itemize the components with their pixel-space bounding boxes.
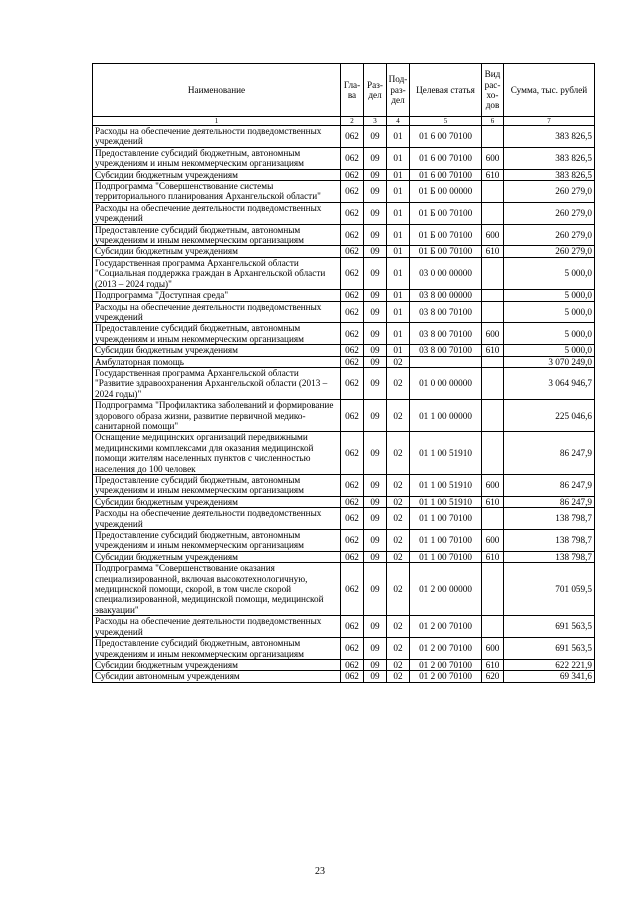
table-row — [93, 202, 595, 224]
row-podrazdel-cell: 02 — [387, 659, 410, 670]
row-target-cell: 03 8 00 70100 — [410, 301, 482, 323]
row-target-cell: 01 1 00 51910 — [410, 475, 482, 497]
row-vid-cell — [482, 202, 504, 224]
row-razdel-cell: 09 — [364, 246, 387, 257]
table-row — [93, 400, 595, 432]
row-name-cell: Государственная программа Архангельской области "Развитие здравоохранения Архангельской области (2013 – 2024 годы)" — [93, 367, 341, 399]
row-name-cell: Субсидии бюджетным учреждениям — [93, 345, 341, 356]
row-glava-cell: 062 — [341, 126, 364, 148]
row-sum-cell: 260 279,0 — [504, 202, 595, 224]
row-glava-cell: 062 — [341, 246, 364, 257]
row-podrazdel-cell: 02 — [387, 530, 410, 552]
row-target-cell: 01 0 00 00000 — [410, 367, 482, 399]
row-podrazdel-cell: 02 — [387, 356, 410, 367]
row-name-cell: Подпрограмма "Совершенствование оказания специализированной, включая высокотехнологичную, медицинской помощи, скорой, в том числе скорой специализированной, медицинской помощи, медицинской эвакуации" — [93, 563, 341, 616]
row-name-cell: Расходы на обеспечение деятельности подведомственных учреждений — [93, 616, 341, 638]
row-vid-cell: 610 — [482, 496, 504, 507]
row-target-cell: 01 6 00 70100 — [410, 169, 482, 180]
row-target-cell: 01 2 00 70100 — [410, 671, 482, 682]
table-row — [93, 616, 595, 638]
row-podrazdel-cell: 02 — [387, 400, 410, 432]
row-name-cell: Предоставление субсидий бюджетным, автономным учреждениям и иным некоммерческим организациям — [93, 323, 341, 345]
row-podrazdel-cell: 01 — [387, 290, 410, 301]
row-razdel-cell: 09 — [364, 356, 387, 367]
row-sum-cell: 383 826,5 — [504, 169, 595, 180]
row-podrazdel-cell: 02 — [387, 508, 410, 530]
row-glava-cell: 062 — [341, 671, 364, 682]
row-sum-cell: 138 798,7 — [504, 551, 595, 562]
row-sum-cell: 138 798,7 — [504, 508, 595, 530]
row-target-cell: 03 0 00 00000 — [410, 257, 482, 289]
row-vid-cell: 610 — [482, 659, 504, 670]
row-glava-cell: 062 — [341, 181, 364, 203]
row-name-cell: Расходы на обеспечение деятельности подведомственных учреждений — [93, 508, 341, 530]
column-number: 1 — [93, 117, 341, 126]
row-name-cell: Подпрограмма "Профилактика заболеваний и формирование здорового образа жизни, развитие первичной медико-санитарной помощи" — [93, 400, 341, 432]
row-podrazdel-cell: 01 — [387, 246, 410, 257]
table-row — [93, 181, 595, 203]
row-razdel-cell: 09 — [364, 508, 387, 530]
row-podrazdel-cell: 01 — [387, 301, 410, 323]
row-name-cell: Предоставление субсидий бюджетным, автономным учреждениям и иным некоммерческим организациям — [93, 224, 341, 246]
row-podrazdel-cell: 02 — [387, 563, 410, 616]
row-glava-cell: 062 — [341, 224, 364, 246]
row-name-cell: Оснащение медицинских организаций передвижными медицинскими комплексами для оказания медицинской помощи жителям населенных пунктов с численностью населения до 100 человек — [93, 432, 341, 475]
row-razdel-cell: 09 — [364, 323, 387, 345]
row-sum-cell: 383 826,5 — [504, 126, 595, 148]
table-row — [93, 323, 595, 345]
row-vid-cell — [482, 616, 504, 638]
row-razdel-cell: 09 — [364, 432, 387, 475]
row-razdel-cell: 09 — [364, 671, 387, 682]
row-target-cell: 01 2 00 70100 — [410, 638, 482, 660]
table-row — [93, 496, 595, 507]
table-row — [93, 475, 595, 497]
column-number: 6 — [482, 117, 504, 126]
table-row — [93, 147, 595, 169]
row-glava-cell: 062 — [341, 508, 364, 530]
column-number: 4 — [387, 117, 410, 126]
row-vid-cell — [482, 432, 504, 475]
row-podrazdel-cell: 01 — [387, 257, 410, 289]
row-vid-cell: 600 — [482, 638, 504, 660]
row-sum-cell: 86 247,9 — [504, 432, 595, 475]
row-target-cell: 01 Б 00 00000 — [410, 181, 482, 203]
row-glava-cell: 062 — [341, 147, 364, 169]
row-name-cell: Предоставление субсидий бюджетным, автономным учреждениям и иным некоммерческим организациям — [93, 475, 341, 497]
row-glava-cell: 062 — [341, 475, 364, 497]
row-vid-cell: 620 — [482, 671, 504, 682]
row-vid-cell — [482, 563, 504, 616]
row-vid-cell — [482, 508, 504, 530]
row-target-cell: 01 Б 00 70100 — [410, 224, 482, 246]
row-sum-cell: 69 341,6 — [504, 671, 595, 682]
table-row — [93, 530, 595, 552]
header-target: Целевая статья — [410, 64, 482, 117]
row-glava-cell: 062 — [341, 202, 364, 224]
row-name-cell: Субсидии бюджетным учреждениям — [93, 496, 341, 507]
row-razdel-cell: 09 — [364, 496, 387, 507]
table-row — [93, 224, 595, 246]
table-row — [93, 257, 595, 289]
row-sum-cell: 701 059,5 — [504, 563, 595, 616]
row-podrazdel-cell: 01 — [387, 345, 410, 356]
row-glava-cell: 062 — [341, 290, 364, 301]
row-target-cell: 01 1 00 00000 — [410, 400, 482, 432]
header-podrazdel: Под-раз-дел — [387, 64, 410, 117]
row-vid-cell — [482, 290, 504, 301]
row-sum-cell: 5 000,0 — [504, 345, 595, 356]
row-vid-cell — [482, 301, 504, 323]
row-target-cell: 01 1 00 70100 — [410, 551, 482, 562]
row-glava-cell: 062 — [341, 496, 364, 507]
row-vid-cell: 610 — [482, 551, 504, 562]
row-razdel-cell: 09 — [364, 638, 387, 660]
column-number: 2 — [341, 117, 364, 126]
row-razdel-cell: 09 — [364, 202, 387, 224]
table-row — [93, 551, 595, 562]
row-target-cell: 01 1 00 70100 — [410, 530, 482, 552]
row-sum-cell: 86 247,9 — [504, 475, 595, 497]
row-razdel-cell: 09 — [364, 147, 387, 169]
row-sum-cell: 138 798,7 — [504, 530, 595, 552]
table-row — [93, 246, 595, 257]
row-podrazdel-cell: 02 — [387, 551, 410, 562]
row-target-cell: 01 1 00 51910 — [410, 432, 482, 475]
row-podrazdel-cell: 02 — [387, 616, 410, 638]
row-target-cell: 01 2 00 70100 — [410, 616, 482, 638]
row-name-cell: Расходы на обеспечение деятельности подведомственных учреждений — [93, 126, 341, 148]
row-target-cell: 01 Б 00 70100 — [410, 202, 482, 224]
header-name: Наименование — [93, 64, 341, 117]
row-razdel-cell: 09 — [364, 400, 387, 432]
row-name-cell: Подпрограмма "Доступная среда" — [93, 290, 341, 301]
row-podrazdel-cell: 02 — [387, 475, 410, 497]
budget-table — [92, 63, 595, 683]
row-razdel-cell: 09 — [364, 530, 387, 552]
row-podrazdel-cell: 02 — [387, 638, 410, 660]
table-row — [93, 432, 595, 475]
row-razdel-cell: 09 — [364, 181, 387, 203]
row-sum-cell: 5 000,0 — [504, 301, 595, 323]
row-razdel-cell: 09 — [364, 257, 387, 289]
row-name-cell: Субсидии бюджетным учреждениям — [93, 551, 341, 562]
row-target-cell: 01 1 00 51910 — [410, 496, 482, 507]
table-row — [93, 563, 595, 616]
row-target-cell: 01 6 00 70100 — [410, 147, 482, 169]
row-vid-cell: 600 — [482, 147, 504, 169]
row-glava-cell: 062 — [341, 345, 364, 356]
row-razdel-cell: 09 — [364, 345, 387, 356]
row-vid-cell — [482, 126, 504, 148]
row-razdel-cell: 09 — [364, 563, 387, 616]
row-glava-cell: 062 — [341, 432, 364, 475]
row-target-cell: 01 6 00 70100 — [410, 126, 482, 148]
table-row — [93, 367, 595, 399]
table-row — [93, 671, 595, 682]
row-name-cell: Предоставление субсидий бюджетным, автономным учреждениям и иным некоммерческим организациям — [93, 147, 341, 169]
row-target-cell: 03 8 00 70100 — [410, 323, 482, 345]
row-glava-cell: 062 — [341, 367, 364, 399]
table-row — [93, 508, 595, 530]
row-podrazdel-cell: 02 — [387, 671, 410, 682]
table-row — [93, 638, 595, 660]
row-vid-cell: 600 — [482, 475, 504, 497]
header-razdel: Раз-дел — [364, 64, 387, 117]
row-podrazdel-cell: 01 — [387, 323, 410, 345]
row-razdel-cell: 09 — [364, 659, 387, 670]
row-glava-cell: 062 — [341, 616, 364, 638]
row-glava-cell: 062 — [341, 301, 364, 323]
row-sum-cell: 622 221,9 — [504, 659, 595, 670]
row-razdel-cell: 09 — [364, 290, 387, 301]
table-row — [93, 126, 595, 148]
row-podrazdel-cell: 01 — [387, 169, 410, 180]
row-name-cell: Подпрограмма "Совершенствование системы территориального планирования Архангельской области" — [93, 181, 341, 203]
row-razdel-cell: 09 — [364, 224, 387, 246]
row-name-cell: Субсидии бюджетным учреждениям — [93, 659, 341, 670]
row-sum-cell: 383 826,5 — [504, 147, 595, 169]
column-number: 3 — [364, 117, 387, 126]
table-row — [93, 345, 595, 356]
row-glava-cell: 062 — [341, 638, 364, 660]
row-name-cell: Государственная программа Архангельской области "Социальная поддержка граждан в Архангельской области (2013 – 2024 годы)" — [93, 257, 341, 289]
column-number-row — [93, 117, 595, 126]
table-row — [93, 356, 595, 367]
row-podrazdel-cell: 02 — [387, 367, 410, 399]
row-sum-cell: 3 064 946,7 — [504, 367, 595, 399]
row-podrazdel-cell: 02 — [387, 432, 410, 475]
row-target-cell: 01 2 00 70100 — [410, 659, 482, 670]
row-razdel-cell: 09 — [364, 301, 387, 323]
row-sum-cell: 260 279,0 — [504, 181, 595, 203]
row-vid-cell: 610 — [482, 169, 504, 180]
row-sum-cell: 5 000,0 — [504, 290, 595, 301]
row-target-cell: 01 Б 00 70100 — [410, 246, 482, 257]
row-sum-cell: 691 563,5 — [504, 638, 595, 660]
row-razdel-cell: 09 — [364, 169, 387, 180]
row-target-cell: 03 8 00 70100 — [410, 345, 482, 356]
table-row — [93, 659, 595, 670]
row-sum-cell: 260 279,0 — [504, 224, 595, 246]
row-name-cell: Амбулаторная помощь — [93, 356, 341, 367]
table-body — [93, 126, 595, 683]
row-razdel-cell: 09 — [364, 367, 387, 399]
row-target-cell: 01 2 00 00000 — [410, 563, 482, 616]
row-name-cell: Предоставление субсидий бюджетным, автономным учреждениям и иным некоммерческим организациям — [93, 530, 341, 552]
row-glava-cell: 062 — [341, 659, 364, 670]
row-glava-cell: 062 — [341, 551, 364, 562]
table-row — [93, 301, 595, 323]
page-number: 23 — [315, 866, 325, 877]
row-vid-cell: 600 — [482, 323, 504, 345]
row-vid-cell: 610 — [482, 345, 504, 356]
header-glava: Гла-ва — [341, 64, 364, 117]
row-podrazdel-cell: 01 — [387, 126, 410, 148]
row-vid-cell — [482, 367, 504, 399]
column-number: 7 — [504, 117, 595, 126]
row-name-cell: Субсидии бюджетным учреждениям — [93, 246, 341, 257]
row-target-cell: 01 1 00 70100 — [410, 508, 482, 530]
row-target-cell — [410, 356, 482, 367]
row-vid-cell — [482, 181, 504, 203]
row-vid-cell: 600 — [482, 224, 504, 246]
row-podrazdel-cell: 01 — [387, 147, 410, 169]
row-name-cell: Предоставление субсидий бюджетным, автономным учреждениям и иным некоммерческим организациям — [93, 638, 341, 660]
row-sum-cell: 3 070 249,0 — [504, 356, 595, 367]
row-glava-cell: 062 — [341, 257, 364, 289]
row-podrazdel-cell: 01 — [387, 224, 410, 246]
row-razdel-cell: 09 — [364, 551, 387, 562]
row-name-cell: Субсидии автономным учреждениям — [93, 671, 341, 682]
row-name-cell: Расходы на обеспечение деятельности подведомственных учреждений — [93, 301, 341, 323]
row-target-cell: 03 8 00 00000 — [410, 290, 482, 301]
row-razdel-cell: 09 — [364, 616, 387, 638]
header-sum: Сумма, тыс. рублей — [504, 64, 595, 117]
table-row — [93, 290, 595, 301]
row-glava-cell: 062 — [341, 563, 364, 616]
column-number: 5 — [410, 117, 482, 126]
row-name-cell: Субсидии бюджетным учреждениям — [93, 169, 341, 180]
table-row — [93, 169, 595, 180]
row-razdel-cell: 09 — [364, 475, 387, 497]
row-glava-cell: 062 — [341, 530, 364, 552]
row-podrazdel-cell: 01 — [387, 181, 410, 203]
row-sum-cell: 86 247,9 — [504, 496, 595, 507]
row-vid-cell — [482, 400, 504, 432]
row-glava-cell: 062 — [341, 400, 364, 432]
row-podrazdel-cell: 01 — [387, 202, 410, 224]
row-glava-cell: 062 — [341, 356, 364, 367]
row-sum-cell: 5 000,0 — [504, 323, 595, 345]
row-name-cell: Расходы на обеспечение деятельности подведомственных учреждений — [93, 202, 341, 224]
row-glava-cell: 062 — [341, 323, 364, 345]
row-sum-cell: 260 279,0 — [504, 246, 595, 257]
row-sum-cell: 691 563,5 — [504, 616, 595, 638]
row-sum-cell: 5 000,0 — [504, 257, 595, 289]
row-razdel-cell: 09 — [364, 126, 387, 148]
row-sum-cell: 225 046,6 — [504, 400, 595, 432]
row-glava-cell: 062 — [341, 169, 364, 180]
row-vid-cell — [482, 356, 504, 367]
row-vid-cell: 600 — [482, 530, 504, 552]
row-vid-cell — [482, 257, 504, 289]
row-podrazdel-cell: 02 — [387, 496, 410, 507]
header-vid: Вид рас-хо-дов — [482, 64, 504, 117]
table-header-row — [93, 64, 595, 117]
row-vid-cell: 610 — [482, 246, 504, 257]
